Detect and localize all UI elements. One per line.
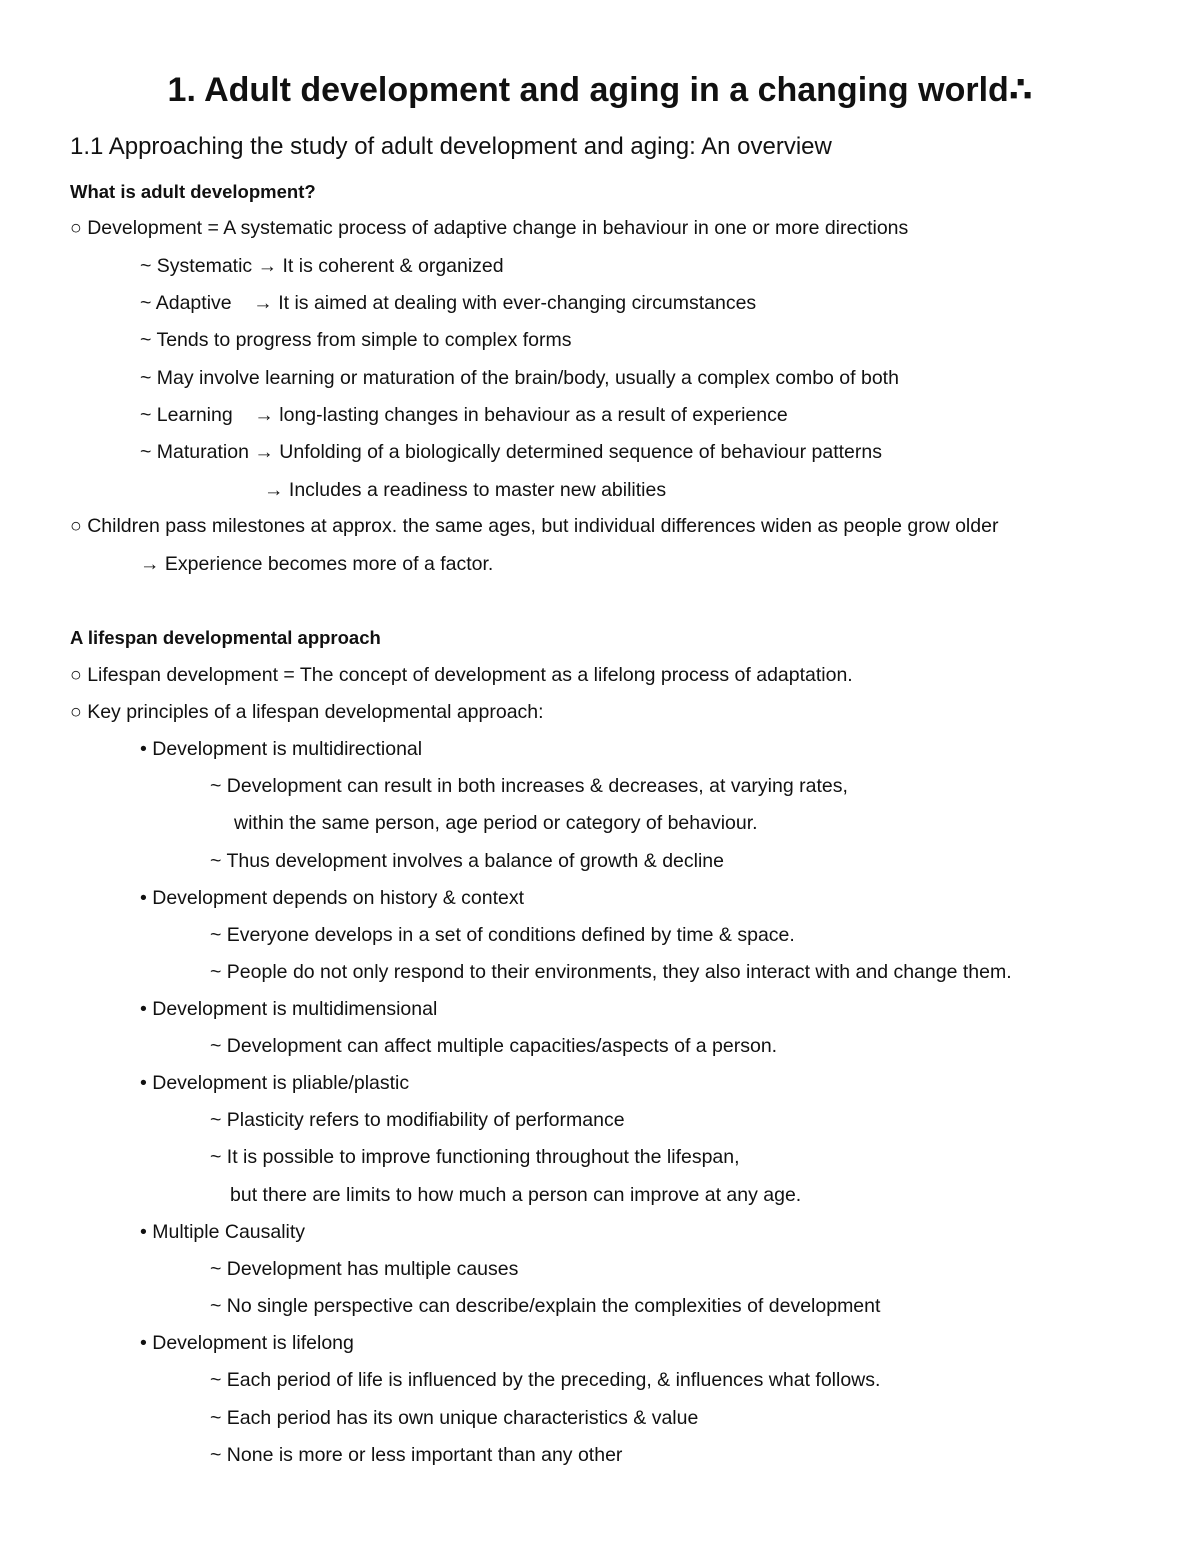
- outline-line: ~ Development has multiple causes: [210, 1258, 519, 1280]
- principle-item: • Multiple Causality: [140, 1221, 306, 1243]
- outline-line: but there are limits to how much a person can improve at any age.: [230, 1184, 802, 1206]
- outline-line: ~ Thus development involves a balance of growth & decline: [210, 850, 724, 872]
- outline-line: ~ Development can affect multiple capacities/aspects of a person.: [210, 1035, 778, 1057]
- principle-item: • Development depends on history & context: [140, 887, 525, 909]
- outline-line: ○ Key principles of a lifespan developmental approach:: [70, 701, 544, 723]
- outline-line: ~ None is more or less important than any other: [210, 1444, 623, 1466]
- outline-line: ~ Each period has its own unique characteristics & value: [210, 1407, 699, 1429]
- outline-line: ~ Each period of life is influenced by the preceding, & influences what follows.: [210, 1369, 881, 1391]
- outline-line: ○ Children pass milestones at approx. the same ages, but individual differences widen as people grow older: [70, 515, 999, 537]
- outline-line: within the same person, age period or category of behaviour.: [234, 812, 758, 834]
- outline-line: ~ No single perspective can describe/explain the complexities of development: [210, 1295, 881, 1317]
- outline-line: → Experience becomes more of a factor.: [140, 553, 494, 575]
- outline-line: ~ People do not only respond to their environments, they also interact with and change them.: [210, 961, 1012, 983]
- document-title: 1. Adult development and aging in a changing world∴: [167, 71, 1033, 109]
- outline-line: ○ Development = A systematic process of adaptive change in behaviour in one or more directions: [70, 217, 909, 239]
- outline-line: ~ Plasticity refers to modifiability of performance: [210, 1109, 625, 1131]
- outline-line: ~ Systematic → It is coherent & organized: [140, 255, 504, 277]
- principle-item: • Development is pliable/plastic: [140, 1072, 410, 1094]
- outline-line: ~ Development can result in both increases & decreases, at varying rates,: [210, 775, 848, 797]
- outline-line: ~ Maturation → Unfolding of a biologically determined sequence of behaviour patterns: [140, 441, 882, 463]
- outline-line: ~ Learning → long-lasting changes in behaviour as a result of experience: [140, 404, 788, 426]
- outline-line: → Includes a readiness to master new abilities: [264, 479, 667, 501]
- outline-line: ~ Everyone develops in a set of conditions defined by time & space.: [210, 924, 795, 946]
- principle-item: • Development is multidimensional: [140, 998, 438, 1020]
- principle-item: • Development is multidirectional: [140, 738, 423, 760]
- outline-line: ~ Tends to progress from simple to complex forms: [140, 329, 572, 351]
- section-heading-lifespan-approach: A lifespan developmental approach: [70, 627, 381, 648]
- outline-line: ~ Adaptive → It is aimed at dealing with ever-changing circumstances: [140, 292, 757, 314]
- section-heading-adult-development: What is adult development?: [70, 181, 316, 202]
- principle-item: • Development is lifelong: [140, 1332, 354, 1354]
- section-title: 1.1 Approaching the study of adult development and aging: An overview: [70, 133, 832, 160]
- outline-line: ○ Lifespan development = The concept of development as a lifelong process of adaptation.: [70, 664, 853, 686]
- outline-line: ~ May involve learning or maturation of the brain/body, usually a complex combo of both: [140, 367, 899, 389]
- outline-line: ~ It is possible to improve functioning throughout the lifespan,: [210, 1146, 740, 1168]
